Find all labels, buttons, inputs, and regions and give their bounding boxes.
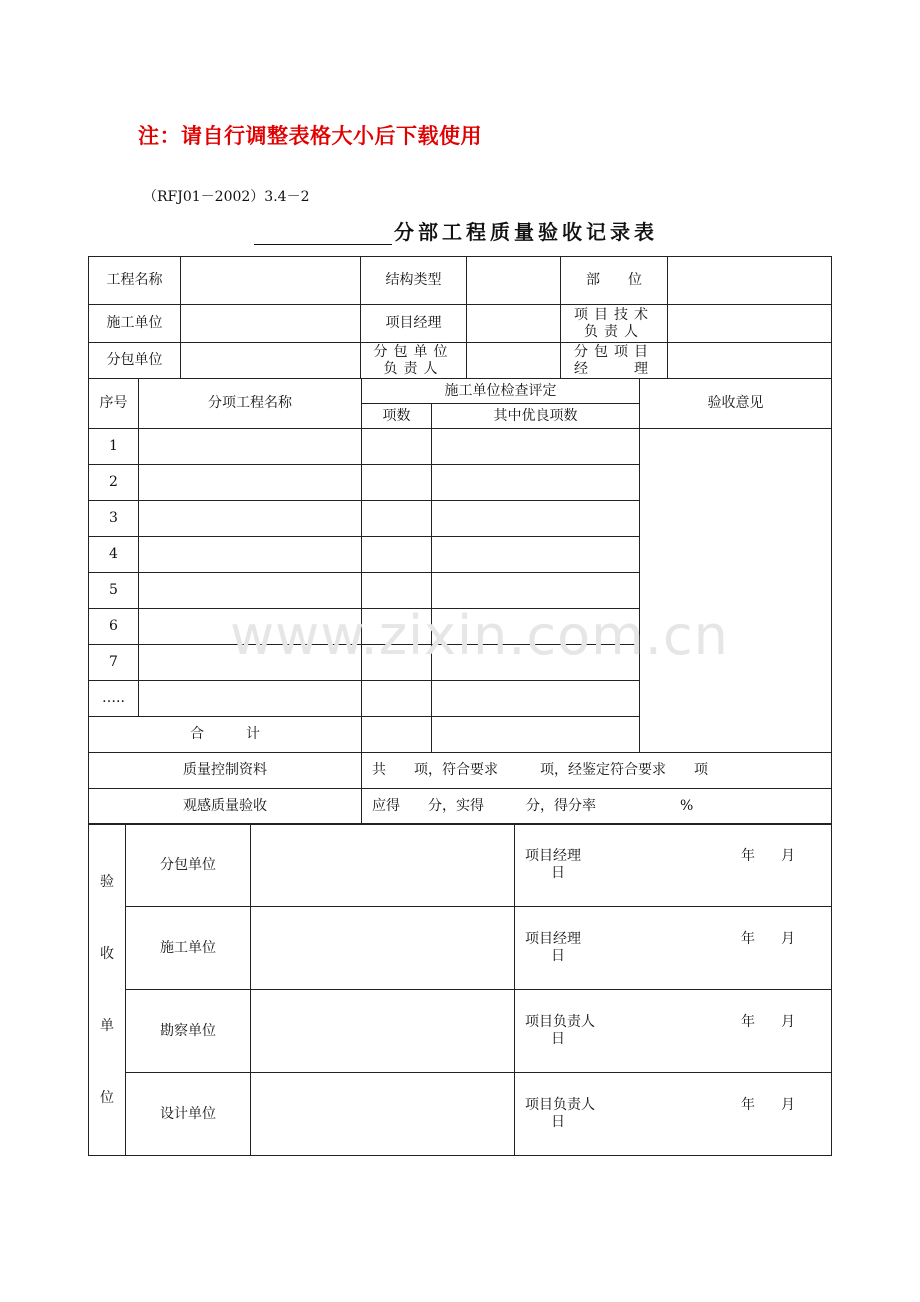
contractor-field[interactable] <box>181 305 361 343</box>
opinion-cell[interactable] <box>640 429 832 753</box>
label-sub-lead: 分包单位 负责人 <box>361 343 467 379</box>
item-name-cell[interactable] <box>139 501 362 537</box>
item-name-cell[interactable] <box>139 429 362 465</box>
watermark: www.zixin.com.cn <box>230 604 729 667</box>
role-date-cell[interactable]: 项目负责人 年 月日 <box>515 1073 832 1156</box>
total-count-cell[interactable] <box>362 717 432 753</box>
unit-label: 分包单位 <box>126 824 251 907</box>
items-table <box>88 378 832 825</box>
label-sub-pm: 分包项目 经 理 <box>561 343 668 379</box>
unit-label: 勘察单位 <box>126 990 251 1073</box>
download-note: 注：请自行调整表格大小后下载使用 <box>138 124 482 148</box>
unit-signature-field[interactable] <box>251 990 515 1073</box>
label-part: 部 位 <box>561 257 668 305</box>
label-structure-type: 结构类型 <box>361 257 467 305</box>
tech-lead-field[interactable] <box>668 305 832 343</box>
part-field[interactable] <box>668 257 832 305</box>
quality-docs-label: 质量控制资料 <box>89 753 362 789</box>
col-item-name: 分项工程名称 <box>139 379 362 429</box>
row-seq: ….. <box>89 681 139 717</box>
label-contractor: 施工单位 <box>89 305 181 343</box>
label-project-manager: 项目经理 <box>361 305 467 343</box>
total-good-cell[interactable] <box>432 717 640 753</box>
row-seq: 5 <box>89 573 139 609</box>
acceptance-side-label: 验 收 单 位 <box>89 824 126 1156</box>
structure-type-field[interactable] <box>467 257 561 305</box>
row-seq: 2 <box>89 465 139 501</box>
col-good-count: 其中优良项数 <box>432 404 640 429</box>
unit-signature-field[interactable] <box>251 824 515 907</box>
subcontractor-field[interactable] <box>181 343 361 379</box>
col-seq: 序号 <box>89 379 139 429</box>
item-name-cell[interactable] <box>139 465 362 501</box>
row-seq: 4 <box>89 537 139 573</box>
item-count-cell[interactable] <box>362 465 432 501</box>
item-count-cell[interactable] <box>362 429 432 465</box>
good-count-cell[interactable] <box>432 429 640 465</box>
item-name-cell[interactable] <box>139 681 362 717</box>
good-count-cell[interactable] <box>432 465 640 501</box>
item-count-cell[interactable] <box>362 681 432 717</box>
form-code: （RFJ01－2002）3.4－2 <box>143 189 310 205</box>
col-item-count: 项数 <box>362 404 432 429</box>
good-count-cell[interactable] <box>432 537 640 573</box>
role-date-cell[interactable]: 项目负责人 年 月日 <box>515 990 832 1073</box>
title-text: 分部工程质量验收记录表 <box>394 220 658 244</box>
row-seq: 3 <box>89 501 139 537</box>
row-seq: 6 <box>89 609 139 645</box>
label-tech-lead: 项目技术 负责人 <box>561 305 668 343</box>
item-count-cell[interactable] <box>362 501 432 537</box>
col-contractor-eval: 施工单位检查评定 <box>362 379 640 404</box>
item-name-cell[interactable] <box>139 537 362 573</box>
acceptance-table <box>88 823 832 1156</box>
total-label: 合 计 <box>89 717 362 753</box>
good-count-cell[interactable] <box>432 681 640 717</box>
header-table <box>88 256 832 379</box>
sub-pm-field[interactable] <box>668 343 832 379</box>
project-name-field[interactable] <box>181 257 361 305</box>
row-seq: 1 <box>89 429 139 465</box>
label-subcontractor: 分包单位 <box>89 343 181 379</box>
unit-label: 施工单位 <box>126 907 251 990</box>
visual-check-label: 观感质量验收 <box>89 789 362 825</box>
role-date-cell[interactable]: 项目经理 年 月日 <box>515 907 832 990</box>
col-opinion: 验收意见 <box>640 379 832 429</box>
quality-docs-text[interactable]: 共 项，符合要求 项，经鉴定符合要求 项 <box>362 753 832 789</box>
title-blank-line[interactable] <box>254 218 392 245</box>
label-project-name: 工程名称 <box>89 257 181 305</box>
unit-signature-field[interactable] <box>251 907 515 990</box>
role-date-cell[interactable]: 项目经理 年 月日 <box>515 824 832 907</box>
item-count-cell[interactable] <box>362 537 432 573</box>
unit-label: 设计单位 <box>126 1073 251 1156</box>
sub-lead-field[interactable] <box>467 343 561 379</box>
unit-signature-field[interactable] <box>251 1073 515 1156</box>
project-manager-field[interactable] <box>467 305 561 343</box>
row-seq: 7 <box>89 645 139 681</box>
form-title <box>254 216 658 245</box>
visual-check-text[interactable]: 应得 分，实得 分，得分率 % <box>362 789 832 825</box>
good-count-cell[interactable] <box>432 501 640 537</box>
